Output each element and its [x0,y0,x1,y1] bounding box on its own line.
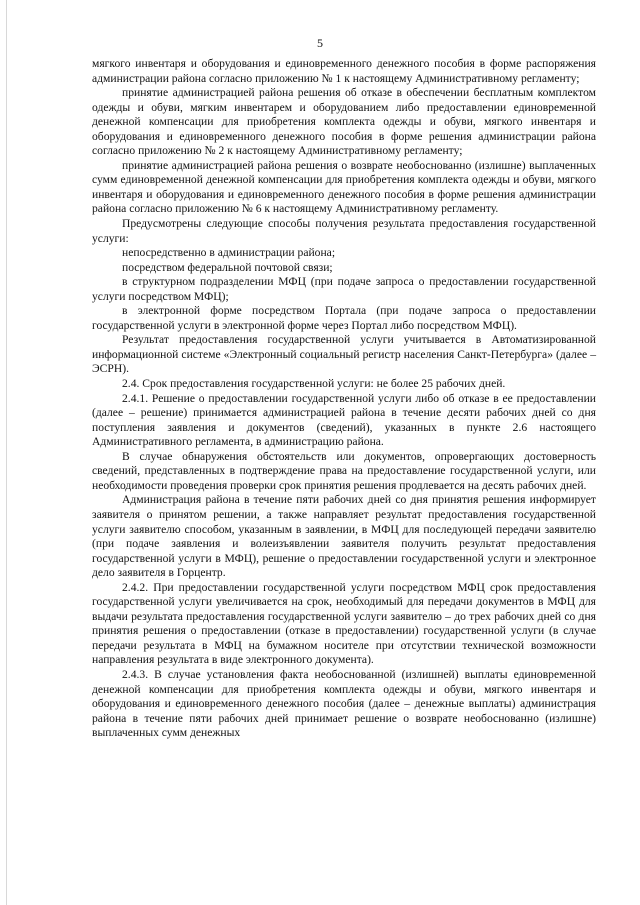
page-number: 5 [317,36,323,50]
paragraph-refusal-decision: принятие администрацией района решения об отказе в обеспечении бесплатным комплектом одежды и обуви, мягким инвентарем и оборудованием либо предоставлении единовременной денежной компенсации для приобретения комплекта одежды и обуви, мягкого инвентаря и оборудования и единовременного денежного пособия в форме решения администрации района согласно приложению № 2 к настоящему Административному регламенту; [92,86,596,158]
paragraph-refund-decision: принятие администрацией района решения о возврате необоснованно (излишне) выплаченных сумм единовременной денежной компенсации для приобретения комплекта одежды и обуви, мягкого инвентаря и оборудования и единовременного денежного пособия в форме решения администрации района согласно приложению № 6 к настоящему Административному регламенту. [92,158,596,216]
paragraph-result-methods: Предусмотрены следующие способы получения результата предоставления государственной услуги: [92,217,596,245]
section-2-4-2: 2.4.2. При предоставлении государственной услуги посредством МФЦ срок предоставления государственной услуги увеличивается на срок, необходимый для передачи документов в МФЦ для выдачи результата предоставления государственной услуги заявителю – до трех рабочих дней со дня принятия решения о предоставлении (отказе в предоставлении) государственной услуги (в случае передачи результата в МФЦ на бумажном носителе при отсутствии технической возможности направления результата в виде электронного документа). [92,580,596,667]
body-text [92,57,596,741]
list-item-mfc: в структурном подразделении МФЦ (при подаче запроса о предоставлении государственной услуги посредством МФЦ); [92,275,596,303]
list-item-postal-service: посредством федеральной почтовой связи; [122,260,333,274]
section-2-4-1: 2.4.1. Решение о предоставлении государственной услуги либо об отказе в ее предоставлении (далее – решение) принимается администрацией района в течение десяти рабочих дней со дня поступления заявления и документов (сведений), указанных в пункте 2.6 настоящего Административного регламента, в администрацию района. [92,391,596,449]
paragraph-extension: В случае обнаружения обстоятельств или документов, опровергающих достоверность сведений, представленных в подтверждение права на предоставление государственной услуги, или необходимости проведения проверки срок принятия решения продлевается на десять рабочих дней. [92,449,596,492]
paragraph-continuation: мягкого инвентаря и оборудования и единовременного денежного пособия в форме распоряжения администрации района согласно приложению № 1 к настоящему Административному регламенту; [92,57,596,85]
paragraph-esrn: Результат предоставления государственной услуги учитывается в Автоматизированной информационной системе «Электронный социальный регистр населения Санкт-Петербурга» (далее – ЭСРН). [92,333,596,376]
section-2-4: 2.4. Срок предоставления государственной услуги: не более 25 рабочих дней. [122,377,506,391]
section-2-4-3: 2.4.3. В случае установления факта необоснованной (излишней) выплаты единовременной денежной компенсации для приобретения комплекта одежды и обуви, мягкого инвентаря и оборудования и единовременного денежного пособия (далее – денежные выплаты) администрация района в течение пяти рабочих дней принимает решение о возврате необоснованно (излишне) выплаченных сумм денежных [92,667,596,740]
list-item-district-administration: непосредственно в администрации района; [122,246,336,260]
list-item-portal: в электронной форме посредством Портала (при подаче запроса о предоставлении государственной услуги в электронной форме через Портал либо посредством МФЦ). [92,304,596,332]
paragraph-notification: Администрация района в течение пяти рабочих дней со дня принятия решения информирует заявителя о принятом решении, а также направляет результат предоставления государственной услуги заявителю способом, указанным в заявлении, в МФЦ для последующей передачи заявителю (при подаче заявления и волеизъявлении заявителя получить результат предоставления государственной услуги в МФЦ), решение о предоставлении государственной услуги и электронное дело заявителя в Горцентр. [92,493,596,580]
